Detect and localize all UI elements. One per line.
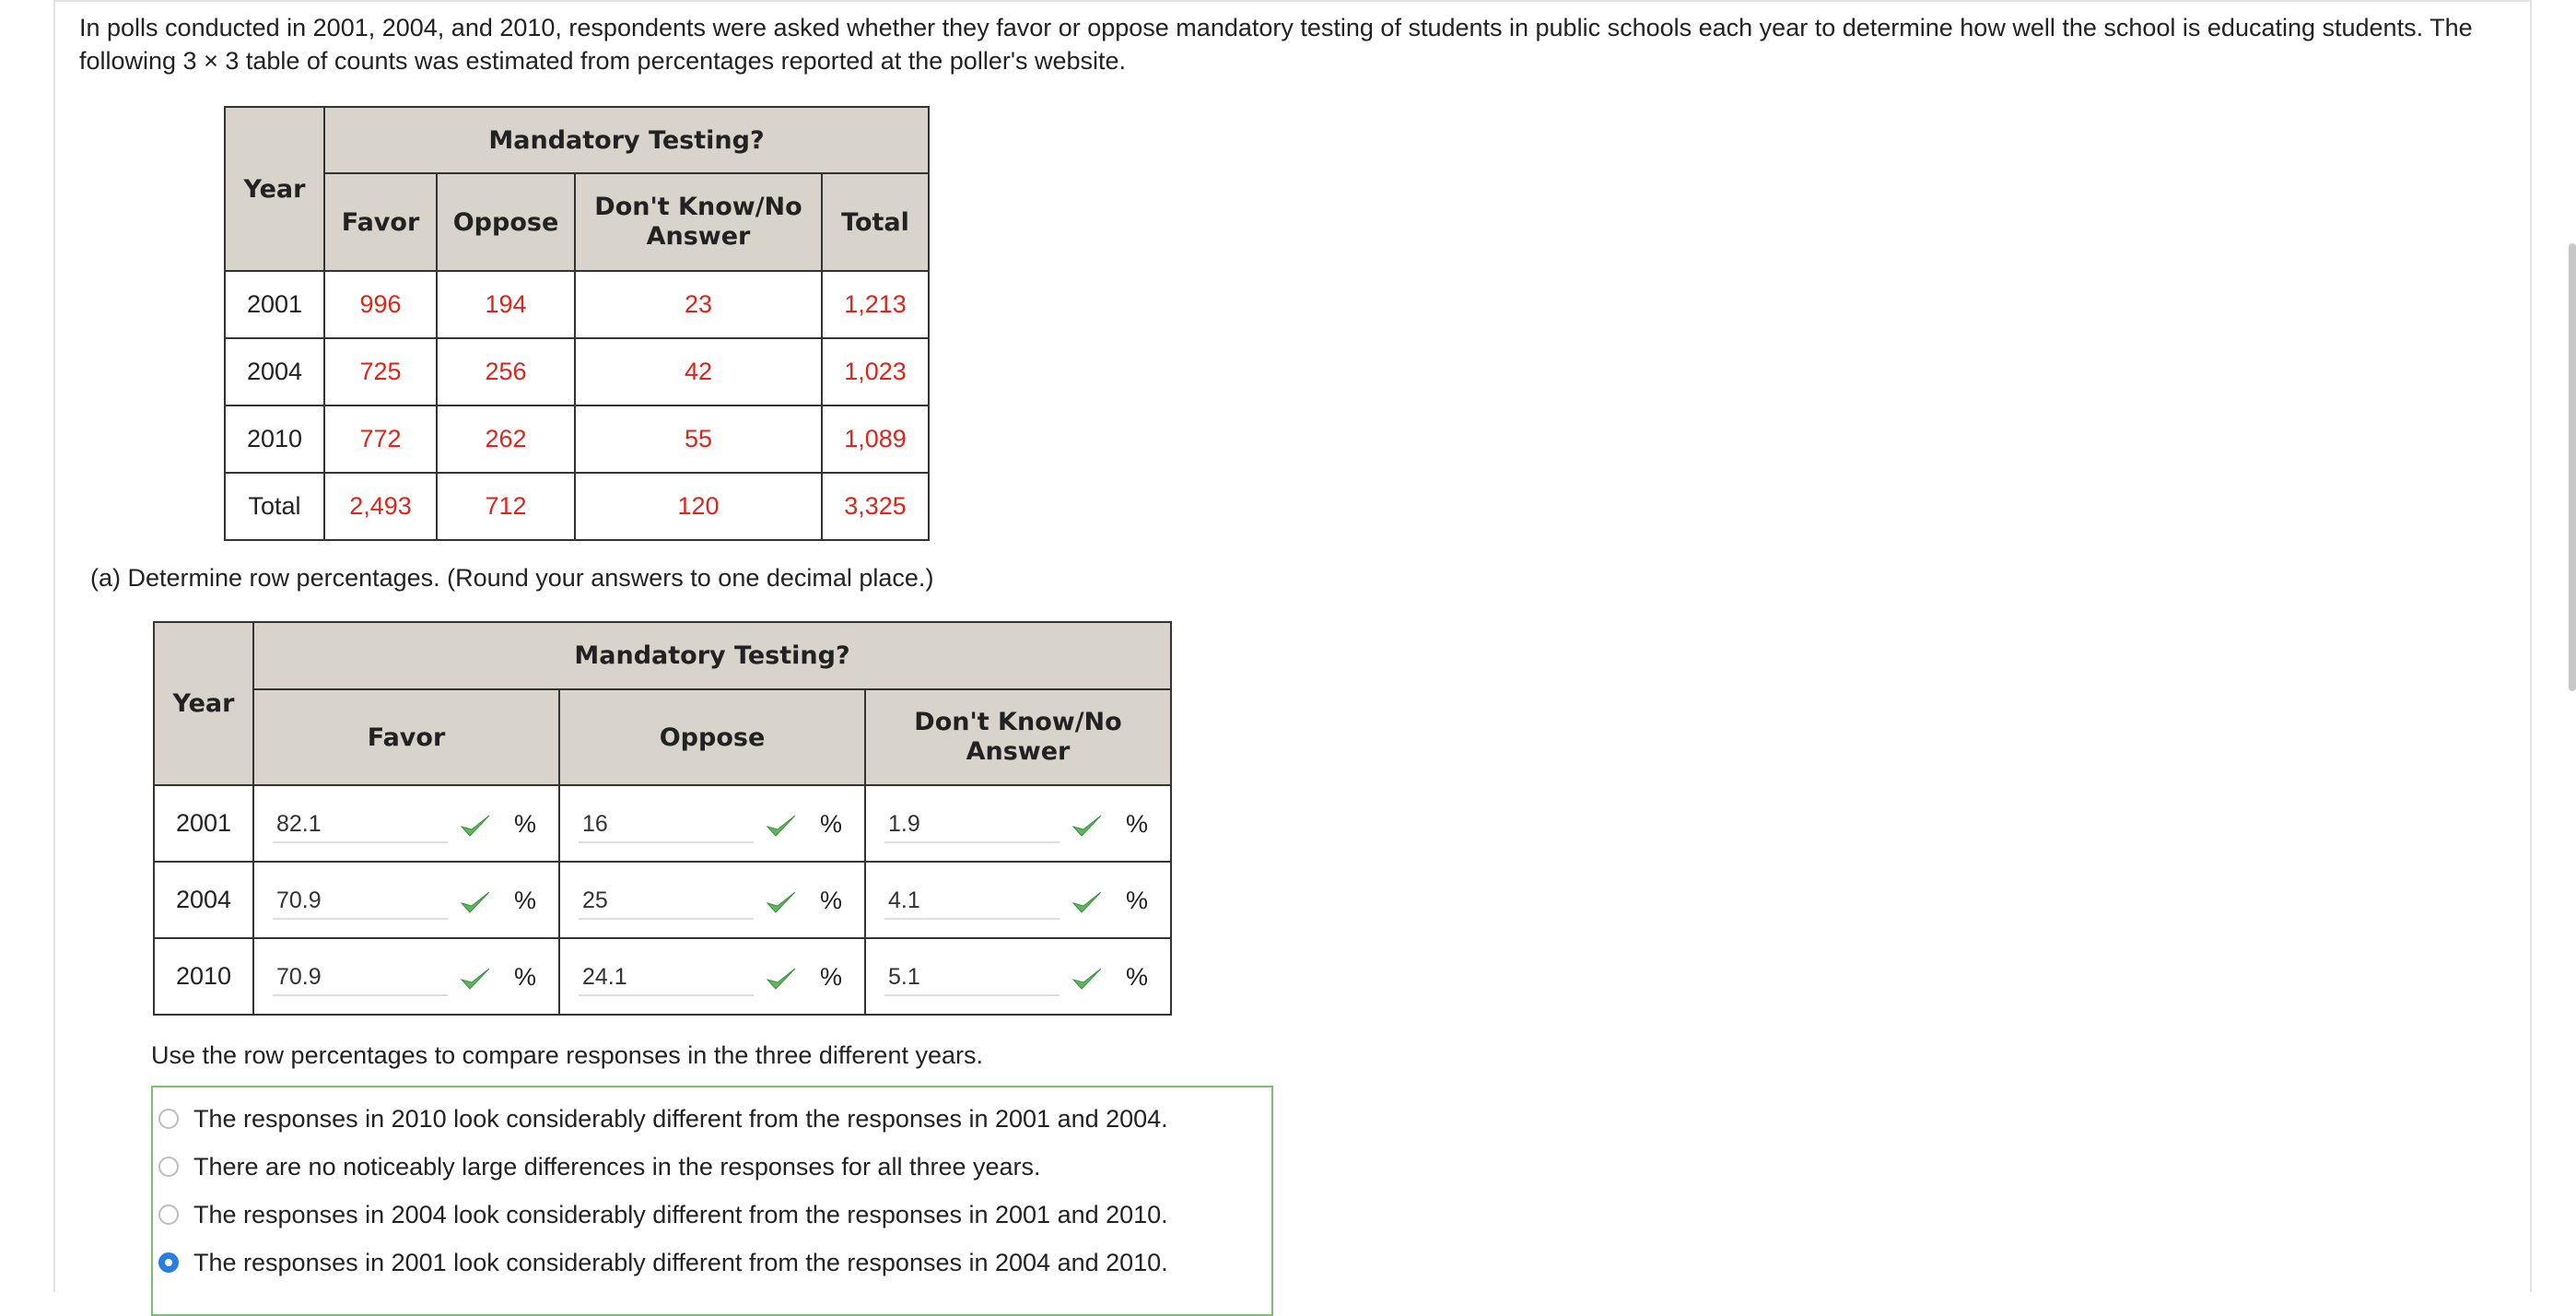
compare-prompt: Use the row percentages to compare responses in the three different years. (151, 1041, 983, 1069)
table-row (154, 862, 1171, 938)
counts-header-total: Total (822, 173, 929, 271)
counts-header-year: Year (225, 107, 324, 271)
total-count: 1,089 (822, 405, 929, 473)
check-icon (459, 812, 492, 840)
radio-button[interactable] (158, 1157, 179, 1177)
choice-label[interactable]: The responses in 2004 look considerably different from the responses in 2001 and 2010. (193, 1200, 1168, 1228)
choice-option[interactable] (158, 1244, 1168, 1281)
total-count: 1,213 (822, 271, 929, 338)
table-row (225, 473, 929, 540)
percent-sign: % (820, 810, 843, 838)
oppose-2010-input[interactable] (579, 959, 754, 996)
dk-2001-input[interactable] (884, 806, 1060, 843)
radio-button-selected[interactable] (158, 1252, 179, 1273)
percent-sign: % (1126, 963, 1149, 991)
percent-sign: % (1126, 887, 1149, 914)
favor-2004-input[interactable] (273, 883, 448, 920)
check-icon (765, 812, 798, 840)
choice-label[interactable]: The responses in 2001 look considerably different from the responses in 2004 and 2010. (193, 1248, 1168, 1276)
counts-header-dk: Don't Know/No Answer (575, 173, 822, 271)
table-row (225, 338, 929, 405)
oppose-answer-cell (559, 785, 865, 862)
dk-answer-cell (865, 862, 1171, 938)
dk-2004-input[interactable] (884, 883, 1060, 920)
check-icon (1071, 888, 1104, 916)
dk-2010-input[interactable] (884, 959, 1060, 996)
choice-option[interactable] (158, 1148, 1041, 1185)
favor-answer-cell (253, 938, 559, 1015)
total-count: 1,023 (822, 338, 929, 405)
check-icon (459, 888, 492, 916)
year-cell: 2004 (225, 338, 324, 405)
choice-option[interactable] (158, 1196, 1168, 1233)
dk-answer-cell (865, 785, 1171, 862)
total-count: 3,325 (822, 473, 929, 540)
year-cell: Total (225, 473, 324, 540)
percent-sign: % (820, 887, 843, 914)
percent-sign: % (514, 887, 537, 914)
check-icon (1071, 965, 1104, 993)
percent-sign: % (820, 963, 843, 991)
check-icon (765, 965, 798, 993)
part-a-instructions: (a) Determine row percentages. (Round your answers to one decimal place.) (90, 564, 934, 592)
oppose-count: 712 (437, 473, 575, 540)
year-cell: 2001 (225, 271, 324, 338)
pct-header-year: Year (154, 622, 253, 785)
favor-count: 2,493 (324, 473, 437, 540)
favor-2010-input[interactable] (273, 959, 448, 996)
favor-count: 996 (324, 271, 437, 338)
counts-table (224, 106, 930, 541)
dk-count: 120 (575, 473, 822, 540)
oppose-2001-input[interactable] (579, 806, 754, 843)
year-cell: 2010 (154, 938, 253, 1015)
check-icon (459, 965, 492, 993)
check-icon (1071, 812, 1104, 840)
favor-count: 725 (324, 338, 437, 405)
percent-sign: % (514, 810, 537, 838)
check-icon (765, 888, 798, 916)
pct-header-favor: Favor (253, 689, 559, 785)
table-row (154, 785, 1171, 862)
oppose-2004-input[interactable] (579, 883, 754, 920)
dk-count: 23 (575, 271, 822, 338)
year-cell: 2001 (154, 785, 253, 862)
oppose-count: 262 (437, 405, 575, 473)
counts-group-header: Mandatory Testing? (324, 107, 929, 173)
year-cell: 2010 (225, 405, 324, 473)
percent-sign: % (1126, 810, 1149, 838)
dk-count: 55 (575, 405, 822, 473)
scrollbar-thumb[interactable] (2569, 243, 2576, 691)
dk-answer-cell (865, 938, 1171, 1015)
oppose-count: 194 (437, 271, 575, 338)
favor-answer-cell (253, 785, 559, 862)
radio-button[interactable] (158, 1109, 179, 1129)
table-row (225, 271, 929, 338)
favor-2001-input[interactable] (273, 806, 448, 843)
choice-label[interactable]: There are no noticeably large differences in the responses for all three years. (193, 1152, 1041, 1181)
choice-option[interactable] (158, 1100, 1168, 1137)
table-row (225, 405, 929, 473)
choice-label[interactable]: The responses in 2010 look considerably different from the responses in 2001 and 2004. (193, 1104, 1168, 1133)
row-percentages-table (153, 621, 1172, 1016)
table-row (154, 938, 1171, 1015)
year-cell: 2004 (154, 862, 253, 938)
counts-header-oppose: Oppose (437, 173, 575, 271)
pct-header-oppose: Oppose (559, 689, 865, 785)
percent-sign: % (514, 963, 537, 991)
pct-group-header: Mandatory Testing? (253, 622, 1171, 689)
counts-header-favor: Favor (324, 173, 437, 271)
answer-choices (151, 1086, 1273, 1316)
question-intro: In polls conducted in 2001, 2004, and 2010, respondents were asked whether they favor or oppose mandatory testing of students in public schools each year to determine how well the school is educating students. The following 3 × 3 table of counts was estimated from percentages reported at the poller's website. (79, 14, 2473, 75)
pct-header-dk: Don't Know/No Answer (865, 689, 1171, 785)
radio-button[interactable] (158, 1204, 179, 1225)
oppose-answer-cell (559, 938, 865, 1015)
dk-count: 42 (575, 338, 822, 405)
oppose-count: 256 (437, 338, 575, 405)
favor-answer-cell (253, 862, 559, 938)
oppose-answer-cell (559, 862, 865, 938)
favor-count: 772 (324, 405, 437, 473)
